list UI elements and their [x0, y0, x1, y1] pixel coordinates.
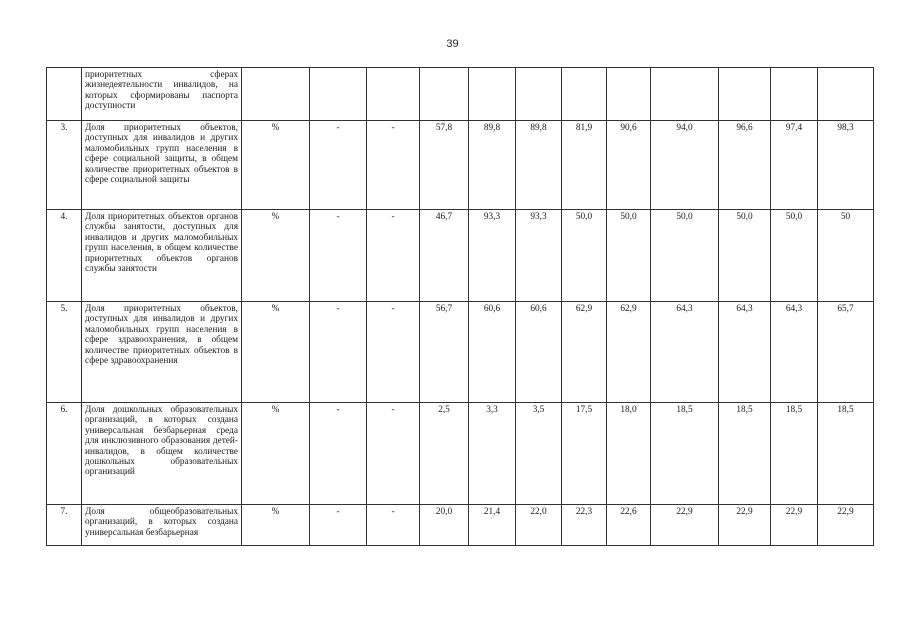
value-cell: 18,0: [607, 403, 651, 505]
value-cell: -: [367, 121, 420, 210]
value-cell: 18,5: [771, 403, 818, 505]
value-cell: 81,9: [562, 121, 607, 210]
value-cell: 90,6: [607, 121, 651, 210]
row-number: 5.: [47, 302, 82, 403]
value-cell: 62,9: [607, 302, 651, 403]
value-cell: 20,0: [420, 505, 469, 546]
value-cell: [562, 68, 607, 121]
value-cell: -: [367, 210, 420, 302]
value-cell: 3,3: [469, 403, 516, 505]
value-cell: 56,7: [420, 302, 469, 403]
value-cell: [607, 68, 651, 121]
value-cell: 18,5: [719, 403, 771, 505]
table-row: [47, 302, 874, 403]
row-number: 7.: [47, 505, 82, 546]
value-cell: 22,3: [562, 505, 607, 546]
value-cell: 94,0: [651, 121, 719, 210]
value-cell: [420, 68, 469, 121]
value-cell: 89,8: [469, 121, 516, 210]
value-cell: 46,7: [420, 210, 469, 302]
value-cell: 64,3: [771, 302, 818, 403]
table-row: [47, 505, 874, 546]
value-cell: 65,7: [818, 302, 874, 403]
indicator-description: Доля приоритетных объектов, доступных для инвалидов и других маломобильных групп населения в сфере здравоохранения, в общем количестве приоритетных объектов в сфере здравоохранения: [82, 302, 242, 403]
table-row: [47, 403, 874, 505]
row-number: 4.: [47, 210, 82, 302]
unit-cell: %: [242, 210, 310, 302]
value-cell: 64,3: [651, 302, 719, 403]
value-cell: -: [367, 302, 420, 403]
table-row: [47, 121, 874, 210]
value-cell: [771, 68, 818, 121]
value-cell: 18,5: [651, 403, 719, 505]
unit-cell: [242, 68, 310, 121]
value-cell: 50,0: [771, 210, 818, 302]
value-cell: 50,0: [607, 210, 651, 302]
value-cell: [719, 68, 771, 121]
value-cell: 97,4: [771, 121, 818, 210]
value-cell: 50,0: [562, 210, 607, 302]
value-cell: 21,4: [469, 505, 516, 546]
value-cell: -: [310, 121, 367, 210]
table-row: [47, 210, 874, 302]
table-row: [47, 68, 874, 121]
value-cell: 22,9: [771, 505, 818, 546]
value-cell: [516, 68, 562, 121]
value-cell: [818, 68, 874, 121]
page-number: 39: [446, 38, 459, 50]
indicator-description: приоритетных сферах жизнедеятельности инвалидов, на которых сформированы паспорта доступности: [82, 68, 242, 121]
value-cell: 2,5: [420, 403, 469, 505]
value-cell: 22,9: [719, 505, 771, 546]
row-number: 3.: [47, 121, 82, 210]
value-cell: 22,6: [607, 505, 651, 546]
row-number: 6.: [47, 403, 82, 505]
value-cell: [651, 68, 719, 121]
value-cell: 50,0: [719, 210, 771, 302]
value-cell: 64,3: [719, 302, 771, 403]
value-cell: 60,6: [516, 302, 562, 403]
indicator-description: Доля дошкольных образовательных организаций, в которых создана универсальная безбарьерная среда для инклюзивного образования детей-инвалидов, в общем количестве дошкольных образовательных организаций: [82, 403, 242, 505]
value-cell: 93,3: [516, 210, 562, 302]
value-cell: 89,8: [516, 121, 562, 210]
value-cell: -: [367, 403, 420, 505]
value-cell: -: [310, 505, 367, 546]
unit-cell: %: [242, 121, 310, 210]
unit-cell: %: [242, 302, 310, 403]
value-cell: -: [310, 302, 367, 403]
value-cell: 22,9: [818, 505, 874, 546]
unit-cell: %: [242, 403, 310, 505]
value-cell: [367, 68, 420, 121]
value-cell: -: [367, 505, 420, 546]
unit-cell: %: [242, 505, 310, 546]
value-cell: [469, 68, 516, 121]
value-cell: 18,5: [818, 403, 874, 505]
value-cell: -: [310, 403, 367, 505]
row-number: [47, 68, 82, 121]
indicator-description: Доля общеобразовательных организаций, в которых создана универсальная безбарьерная: [82, 505, 242, 546]
value-cell: 17,5: [562, 403, 607, 505]
value-cell: 96,6: [719, 121, 771, 210]
value-cell: 22,0: [516, 505, 562, 546]
indicators-table: [46, 67, 874, 546]
indicator-description: Доля приоритетных объектов органов службы занятости, доступных для инвалидов и других маломобильных групп населения, в общем количестве приоритетных объектов органов службы занятости: [82, 210, 242, 302]
value-cell: 98,3: [818, 121, 874, 210]
value-cell: 3,5: [516, 403, 562, 505]
indicator-description: Доля приоритетных объектов, доступных для инвалидов и других маломобильных групп населения в сфере социальной защиты, в общем количестве приоритетных объектов в сфере социальной защиты: [82, 121, 242, 210]
value-cell: 50: [818, 210, 874, 302]
value-cell: 62,9: [562, 302, 607, 403]
value-cell: -: [310, 210, 367, 302]
value-cell: 93,3: [469, 210, 516, 302]
value-cell: 22,9: [651, 505, 719, 546]
value-cell: [310, 68, 367, 121]
value-cell: 60,6: [469, 302, 516, 403]
value-cell: 57,8: [420, 121, 469, 210]
value-cell: 50,0: [651, 210, 719, 302]
